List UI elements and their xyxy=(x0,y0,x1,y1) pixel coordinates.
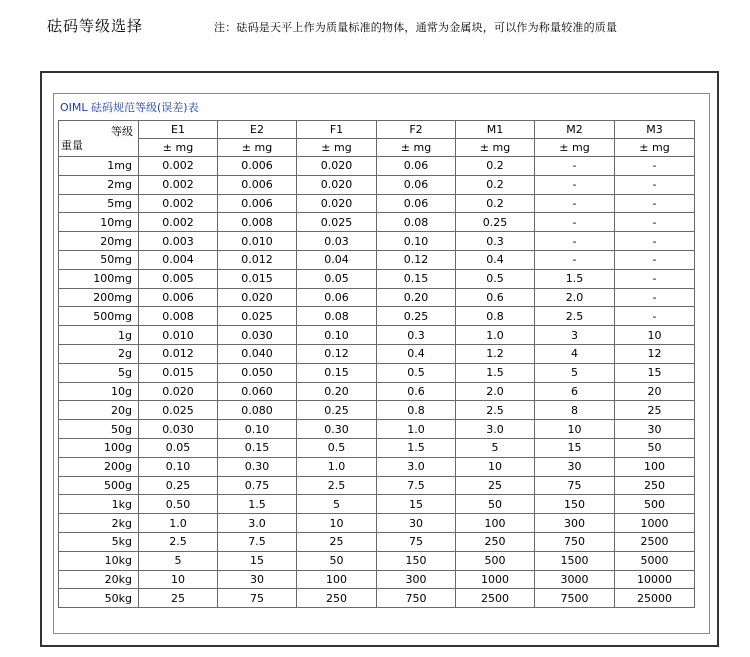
tolerance-cell: 7500 xyxy=(535,589,615,608)
tolerance-cell: 10 xyxy=(535,420,615,439)
tolerance-cell: 0.5 xyxy=(297,438,377,457)
tolerance-cell: 0.2 xyxy=(456,194,535,213)
tolerance-cell: 50 xyxy=(456,495,535,514)
tolerance-cell: 0.06 xyxy=(377,194,456,213)
tolerance-cell: 0.030 xyxy=(139,420,218,439)
tolerance-cell: 0.10 xyxy=(377,232,456,251)
tolerance-cell: 0.4 xyxy=(377,344,456,363)
tolerance-cell: 1.0 xyxy=(456,326,535,345)
corner-weight-label: 重量 xyxy=(61,139,83,152)
tolerance-cell: 0.3 xyxy=(456,232,535,251)
grade-header: M3 xyxy=(615,121,695,139)
tolerance-cell: 750 xyxy=(377,589,456,608)
weight-cell: 100g xyxy=(59,438,139,457)
tolerance-cell: 0.080 xyxy=(218,401,297,420)
tolerance-cell: 0.008 xyxy=(218,213,297,232)
tolerance-cell: 1.5 xyxy=(456,363,535,382)
tolerance-cell: 0.012 xyxy=(139,344,218,363)
tolerance-cell: - xyxy=(615,175,695,194)
table-row xyxy=(59,495,695,514)
tolerance-cell: 300 xyxy=(535,514,615,533)
tolerance-cell: - xyxy=(535,175,615,194)
tolerance-cell: 30 xyxy=(377,514,456,533)
grade-header-row xyxy=(59,121,695,139)
tolerance-cell: 5 xyxy=(297,495,377,514)
tolerance-cell: - xyxy=(615,288,695,307)
weight-cell: 500mg xyxy=(59,307,139,326)
tolerance-cell: 20 xyxy=(615,382,695,401)
weight-cell: 500g xyxy=(59,476,139,495)
tolerance-cell: 12 xyxy=(615,344,695,363)
tolerance-cell: 1.2 xyxy=(456,344,535,363)
unit-header: ± mg xyxy=(456,139,535,157)
tolerance-cell: 0.003 xyxy=(139,232,218,251)
tolerance-cell: 100 xyxy=(615,457,695,476)
weight-cell: 50kg xyxy=(59,589,139,608)
tolerance-cell: 4 xyxy=(535,344,615,363)
tolerance-cell: 3.0 xyxy=(377,457,456,476)
tolerance-cell: 0.06 xyxy=(297,288,377,307)
weight-cell: 2g xyxy=(59,344,139,363)
tolerance-cell: - xyxy=(535,213,615,232)
tolerance-cell: 1.0 xyxy=(377,420,456,439)
tolerance-cell: 0.75 xyxy=(218,476,297,495)
tolerance-cell: 0.06 xyxy=(377,157,456,176)
tolerance-cell: 0.004 xyxy=(139,250,218,269)
tolerance-cell: 0.050 xyxy=(218,363,297,382)
weight-cell: 2kg xyxy=(59,514,139,533)
tolerance-cell: 0.6 xyxy=(456,288,535,307)
tolerance-cell: 2.5 xyxy=(297,476,377,495)
tolerance-cell: 2.5 xyxy=(535,307,615,326)
unit-header: ± mg xyxy=(377,139,456,157)
table-row xyxy=(59,344,695,363)
table-row xyxy=(59,194,695,213)
tolerance-cell: 250 xyxy=(456,532,535,551)
tolerance-cell: 25 xyxy=(297,532,377,551)
tolerance-cell: 0.25 xyxy=(139,476,218,495)
tolerance-cell: 15 xyxy=(615,363,695,382)
tolerance-cell: 250 xyxy=(615,476,695,495)
tolerance-cell: 15 xyxy=(218,551,297,570)
tolerance-cell: 1.5 xyxy=(218,495,297,514)
tolerance-cell: 0.002 xyxy=(139,175,218,194)
weight-cell: 5g xyxy=(59,363,139,382)
unit-header: ± mg xyxy=(218,139,297,157)
weight-cell: 10mg xyxy=(59,213,139,232)
table-row xyxy=(59,326,695,345)
tolerance-cell: 150 xyxy=(535,495,615,514)
tolerance-cell: 500 xyxy=(615,495,695,514)
table-row xyxy=(59,363,695,382)
tolerance-cell: 0.005 xyxy=(139,269,218,288)
tolerance-cell: 3000 xyxy=(535,570,615,589)
weight-cell: 200g xyxy=(59,457,139,476)
tolerance-cell: 0.008 xyxy=(139,307,218,326)
tolerance-cell: - xyxy=(615,250,695,269)
table-row xyxy=(59,551,695,570)
grade-header: M2 xyxy=(535,121,615,139)
tolerance-cell: 0.002 xyxy=(139,213,218,232)
grade-header: F1 xyxy=(297,121,377,139)
weight-cell: 50g xyxy=(59,420,139,439)
tolerance-cell: 0.4 xyxy=(456,250,535,269)
tolerance-cell: 0.020 xyxy=(297,175,377,194)
tolerance-cell: 0.04 xyxy=(297,250,377,269)
tolerance-cell: 0.25 xyxy=(377,307,456,326)
tolerance-cell: - xyxy=(535,250,615,269)
tolerance-cell: 30 xyxy=(615,420,695,439)
tolerance-cell: 0.010 xyxy=(218,232,297,251)
tolerance-cell: 0.015 xyxy=(218,269,297,288)
tolerance-cell: - xyxy=(615,269,695,288)
table-body xyxy=(59,121,695,608)
tolerance-cell: 3.0 xyxy=(456,420,535,439)
tolerance-cell: 3.0 xyxy=(218,514,297,533)
tolerance-cell: 75 xyxy=(535,476,615,495)
table-row xyxy=(59,307,695,326)
table-row xyxy=(59,175,695,194)
tolerance-cell: 0.040 xyxy=(218,344,297,363)
tolerance-cell: - xyxy=(535,157,615,176)
tolerance-cell: - xyxy=(615,213,695,232)
tolerance-cell: 0.015 xyxy=(139,363,218,382)
weight-cell: 20mg xyxy=(59,232,139,251)
tolerance-cell: 0.10 xyxy=(218,420,297,439)
grade-header: E1 xyxy=(139,121,218,139)
tolerance-cell: 0.08 xyxy=(297,307,377,326)
tolerance-cell: 0.020 xyxy=(297,194,377,213)
tolerance-cell: 25 xyxy=(456,476,535,495)
tolerance-cell: - xyxy=(615,157,695,176)
tolerance-cell: 0.25 xyxy=(297,401,377,420)
tolerance-cell: 1000 xyxy=(456,570,535,589)
tolerance-cell: 0.10 xyxy=(297,326,377,345)
weight-cell: 5mg xyxy=(59,194,139,213)
weight-cell: 50mg xyxy=(59,250,139,269)
tolerance-cell: 0.006 xyxy=(139,288,218,307)
table-row xyxy=(59,589,695,608)
tolerance-cell: 2500 xyxy=(456,589,535,608)
tolerance-cell: 30 xyxy=(535,457,615,476)
grade-header: M1 xyxy=(456,121,535,139)
unit-header: ± mg xyxy=(535,139,615,157)
weight-cell: 10kg xyxy=(59,551,139,570)
tolerance-cell: 10 xyxy=(615,326,695,345)
tolerance-cell: - xyxy=(615,232,695,251)
tolerance-cell: 1000 xyxy=(615,514,695,533)
tolerance-cell: 0.020 xyxy=(297,157,377,176)
tolerance-cell: 2.5 xyxy=(139,532,218,551)
grade-header: E2 xyxy=(218,121,297,139)
tolerance-cell: 0.50 xyxy=(139,495,218,514)
table-row xyxy=(59,157,695,176)
tolerance-cell: 300 xyxy=(377,570,456,589)
tolerance-cell: 0.20 xyxy=(377,288,456,307)
table-row xyxy=(59,269,695,288)
tolerance-cell: 3 xyxy=(535,326,615,345)
page-title: 砝码等级选择 xyxy=(47,17,144,35)
tolerance-cell: 0.8 xyxy=(377,401,456,420)
tolerance-cell: 0.8 xyxy=(456,307,535,326)
tolerance-cell: 0.2 xyxy=(456,157,535,176)
tolerance-cell: 0.25 xyxy=(456,213,535,232)
tolerance-cell: 10 xyxy=(139,570,218,589)
tolerance-cell: 0.30 xyxy=(297,420,377,439)
tolerance-cell: 0.15 xyxy=(297,363,377,382)
tolerance-cell: 100 xyxy=(297,570,377,589)
tolerance-cell: 0.025 xyxy=(218,307,297,326)
tolerance-cell: 2.5 xyxy=(456,401,535,420)
tolerance-cell: 500 xyxy=(456,551,535,570)
tolerance-cell: 0.3 xyxy=(377,326,456,345)
tolerance-cell: 0.08 xyxy=(377,213,456,232)
tolerance-cell: 7.5 xyxy=(218,532,297,551)
weight-cell: 20kg xyxy=(59,570,139,589)
tolerance-cell: 25000 xyxy=(615,589,695,608)
table-row xyxy=(59,250,695,269)
tolerance-cell: 0.006 xyxy=(218,175,297,194)
weight-cell: 20g xyxy=(59,401,139,420)
tolerance-cell: 75 xyxy=(218,589,297,608)
tolerance-cell: - xyxy=(535,232,615,251)
tolerance-cell: 0.30 xyxy=(218,457,297,476)
unit-header-row xyxy=(59,139,695,157)
tolerance-cell: 1.5 xyxy=(535,269,615,288)
tolerance-cell: 0.6 xyxy=(377,382,456,401)
tolerance-cell: 0.002 xyxy=(139,194,218,213)
tolerance-cell: 1.0 xyxy=(139,514,218,533)
grade-header: F2 xyxy=(377,121,456,139)
table-row xyxy=(59,420,695,439)
weight-cell: 5kg xyxy=(59,532,139,551)
table-row xyxy=(59,457,695,476)
tolerance-cell: 100 xyxy=(456,514,535,533)
tolerance-cell: 5000 xyxy=(615,551,695,570)
tolerance-cell: 0.006 xyxy=(218,157,297,176)
tolerance-cell: 0.030 xyxy=(218,326,297,345)
weight-cell: 200mg xyxy=(59,288,139,307)
weight-cell: 100mg xyxy=(59,269,139,288)
tolerance-cell: 5 xyxy=(456,438,535,457)
tolerance-cell: 0.002 xyxy=(139,157,218,176)
tolerance-cell: 0.5 xyxy=(456,269,535,288)
tolerance-cell: 2.0 xyxy=(456,382,535,401)
table-row xyxy=(59,213,695,232)
tolerance-cell: 750 xyxy=(535,532,615,551)
page-note: 注：砝码是天平上作为质量标准的物体，通常为金属块，可以作为称量较准的质量 xyxy=(214,21,618,34)
tolerance-cell: 0.20 xyxy=(297,382,377,401)
tolerance-cell: 50 xyxy=(297,551,377,570)
tolerance-cell: 50 xyxy=(615,438,695,457)
table-row xyxy=(59,288,695,307)
tolerance-cell: 0.15 xyxy=(377,269,456,288)
tolerance-cell: 0.12 xyxy=(377,250,456,269)
tolerance-cell: 0.010 xyxy=(139,326,218,345)
table-row xyxy=(59,514,695,533)
tolerance-cell: 10000 xyxy=(615,570,695,589)
tolerance-cell: 6 xyxy=(535,382,615,401)
tolerance-cell: 0.060 xyxy=(218,382,297,401)
tolerance-cell: 0.12 xyxy=(297,344,377,363)
tolerance-cell: 10 xyxy=(297,514,377,533)
tolerance-cell: 15 xyxy=(535,438,615,457)
tolerance-cell: - xyxy=(615,307,695,326)
tolerance-cell: 0.03 xyxy=(297,232,377,251)
table-caption: OIML 砝码规范等级(误差)表 xyxy=(60,101,199,114)
table-row xyxy=(59,570,695,589)
tolerance-cell: 0.025 xyxy=(139,401,218,420)
tolerance-cell: 2.0 xyxy=(535,288,615,307)
tolerance-cell: - xyxy=(615,194,695,213)
tolerance-cell: 0.05 xyxy=(139,438,218,457)
tolerance-cell: 0.06 xyxy=(377,175,456,194)
tolerance-cell: 75 xyxy=(377,532,456,551)
tolerance-cell: 1.0 xyxy=(297,457,377,476)
tolerance-cell: 0.020 xyxy=(139,382,218,401)
tolerance-cell: 8 xyxy=(535,401,615,420)
table-row xyxy=(59,232,695,251)
tolerance-table xyxy=(58,120,695,608)
weight-cell: 1mg xyxy=(59,157,139,176)
table-row xyxy=(59,382,695,401)
tolerance-cell: 0.2 xyxy=(456,175,535,194)
tolerance-cell: 30 xyxy=(218,570,297,589)
tolerance-cell: 1500 xyxy=(535,551,615,570)
table-row xyxy=(59,401,695,420)
unit-header: ± mg xyxy=(615,139,695,157)
tolerance-cell: 10 xyxy=(456,457,535,476)
tolerance-cell: 15 xyxy=(377,495,456,514)
tolerance-cell: 7.5 xyxy=(377,476,456,495)
weight-cell: 1g xyxy=(59,326,139,345)
tolerance-cell: 0.012 xyxy=(218,250,297,269)
tolerance-cell: 150 xyxy=(377,551,456,570)
weight-cell: 1kg xyxy=(59,495,139,514)
tolerance-cell: 0.10 xyxy=(139,457,218,476)
tolerance-cell: 5 xyxy=(139,551,218,570)
tolerance-cell: 25 xyxy=(615,401,695,420)
tolerance-cell: 25 xyxy=(139,589,218,608)
tolerance-cell: 5 xyxy=(535,363,615,382)
weight-cell: 10g xyxy=(59,382,139,401)
tolerance-cell: 0.025 xyxy=(297,213,377,232)
tolerance-cell: 1.5 xyxy=(377,438,456,457)
table-row xyxy=(59,532,695,551)
tolerance-cell: - xyxy=(535,194,615,213)
tolerance-cell: 250 xyxy=(297,589,377,608)
tolerance-cell: 0.006 xyxy=(218,194,297,213)
unit-header: ± mg xyxy=(297,139,377,157)
tolerance-cell: 0.05 xyxy=(297,269,377,288)
tolerance-cell: 0.15 xyxy=(218,438,297,457)
table-row xyxy=(59,476,695,495)
tolerance-cell: 0.5 xyxy=(377,363,456,382)
tolerance-cell: 2500 xyxy=(615,532,695,551)
table-row xyxy=(59,438,695,457)
tolerance-cell: 0.020 xyxy=(218,288,297,307)
corner-header-cell xyxy=(59,121,139,157)
corner-grade-label: 等级 xyxy=(111,125,133,138)
unit-header: ± mg xyxy=(139,139,218,157)
weight-cell: 2mg xyxy=(59,175,139,194)
